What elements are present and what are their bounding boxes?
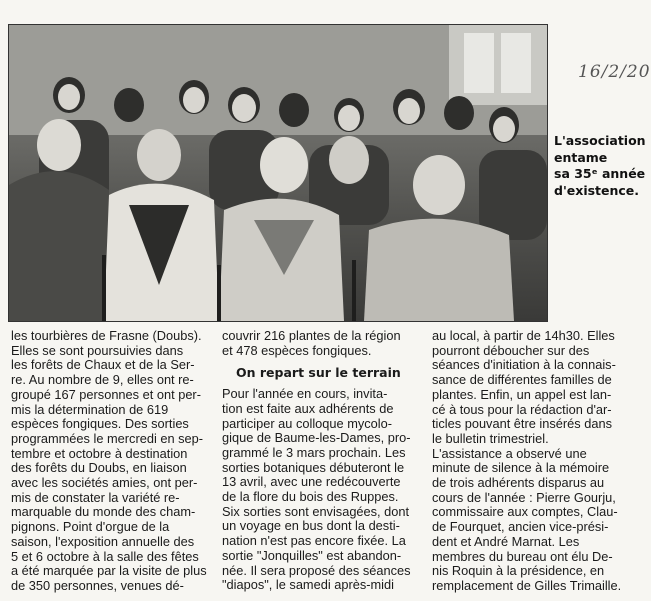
caption-line: sa 35ᵉ année	[554, 166, 646, 181]
text-line: cé à tous pour la rédaction d'ar-	[432, 401, 612, 417]
text-line: de trois adhérents disparus au	[432, 475, 605, 491]
text-line: sorties botaniques débuteront le	[222, 459, 405, 475]
text-line: minute de silence à la mémoire	[432, 460, 610, 476]
text-line: mis de constater la variété re-	[11, 489, 180, 505]
text-line: avec les sociétés amies, ont per-	[11, 475, 198, 491]
article-column-3	[432, 329, 637, 594]
text-line: cours de l'année : Pierre Gourju,	[432, 489, 616, 505]
text-line: marquable du monde des cham-	[11, 504, 196, 520]
text-line: mis la détermination de 619	[11, 401, 169, 417]
text-line: gique de Baume-les-Dames, pro-	[222, 430, 411, 446]
text-line: 5 et 6 octobre à la salle des fêtes	[11, 548, 199, 564]
text-line: tembre et octobre à destination	[11, 445, 188, 461]
text-line: les forêts de Chaux et de la Ser-	[11, 357, 195, 373]
article-subheading: On repart sur le terrain	[236, 365, 401, 381]
caption-line: entame	[554, 149, 608, 165]
text-line: née. Il sera proposé des séances	[222, 562, 411, 578]
text-line: de la flore du bois des Ruppes.	[222, 489, 399, 505]
text-line: séances d'initiation à la connais-	[432, 357, 616, 373]
text-line: et 478 espèces fongiques.	[222, 342, 372, 358]
text-line: les tourbières de Frasne (Doubs).	[11, 328, 202, 343]
text-line: re. Au nombre de 9, elles ont re-	[11, 372, 194, 388]
text-line: "diapos", le samedi après-midi	[222, 577, 394, 593]
text-line: a été marquée par la visite de plus	[11, 563, 207, 579]
text-line: saison, l'exposition annuelle des	[11, 533, 195, 549]
text-line: dent et André Marnat. Les	[432, 533, 580, 549]
text-line: Six sorties sont envisagées, dont	[222, 503, 410, 519]
text-line: programmées le mercredi en sep-	[11, 430, 204, 446]
meeting-photo	[8, 24, 548, 322]
article-column-1	[11, 329, 218, 594]
text-line: ticles pouvant être insérés dans	[432, 416, 612, 432]
text-line: Elles se sont poursuivies dans	[11, 342, 184, 358]
text-line: un voyage en bus dont la desti-	[222, 518, 400, 534]
text-line: plantes. Enfin, un appel est lan-	[432, 386, 612, 402]
text-line: sortie "Jonquilles" est abandon-	[222, 547, 402, 563]
text-line: espèces fongiques. Des sorties	[11, 416, 189, 432]
text-line: groupé 167 personnes et ont per-	[11, 386, 201, 402]
text-line: membres du bureau ont élu De-	[432, 548, 613, 564]
text-line: de 350 personnes, venues dé-	[11, 577, 184, 593]
text-line: nis Roquin à la présidence, en	[432, 563, 605, 579]
text-line: commissaire aux comptes, Clau-	[432, 504, 618, 520]
text-line: de Fourquet, ancien vice-prési-	[432, 519, 609, 535]
text-line: 13 avril, avec une redécouverte	[222, 474, 401, 490]
text-line: pignons. Point d'orgue de la	[11, 519, 170, 535]
text-line: le bulletin trimestriel.	[432, 430, 549, 446]
text-line: sance de différentes familles de	[432, 372, 612, 388]
text-line: pourront déboucher sur des	[432, 342, 590, 358]
text-line: Pour l'année en cours, invita-	[222, 386, 388, 402]
text-line: remplacement de Gilles Trimaille.	[432, 577, 622, 593]
text-line: participer au colloque mycolo-	[222, 415, 392, 431]
text-line: couvrir 216 plantes de la région	[222, 328, 401, 343]
text-line: des forêts du Doubs, en liaison	[11, 460, 187, 476]
meeting-photo-illustration	[9, 25, 547, 321]
text-line: tion est faite aux adhérents de	[222, 400, 394, 416]
text-line: L'assistance a observé une	[432, 445, 587, 461]
handwritten-date: 16/2/20	[578, 62, 651, 82]
photo-caption	[554, 133, 646, 199]
caption-line: d'existence.	[554, 182, 640, 198]
text-line: au local, à partir de 14h30. Elles	[432, 328, 615, 343]
caption-line: L'association	[554, 133, 646, 148]
text-line: grammé le 3 mars prochain. Les	[222, 444, 406, 460]
article-column-2	[222, 329, 425, 593]
text-line: nation n'est pas encore fixée. La	[222, 533, 406, 549]
